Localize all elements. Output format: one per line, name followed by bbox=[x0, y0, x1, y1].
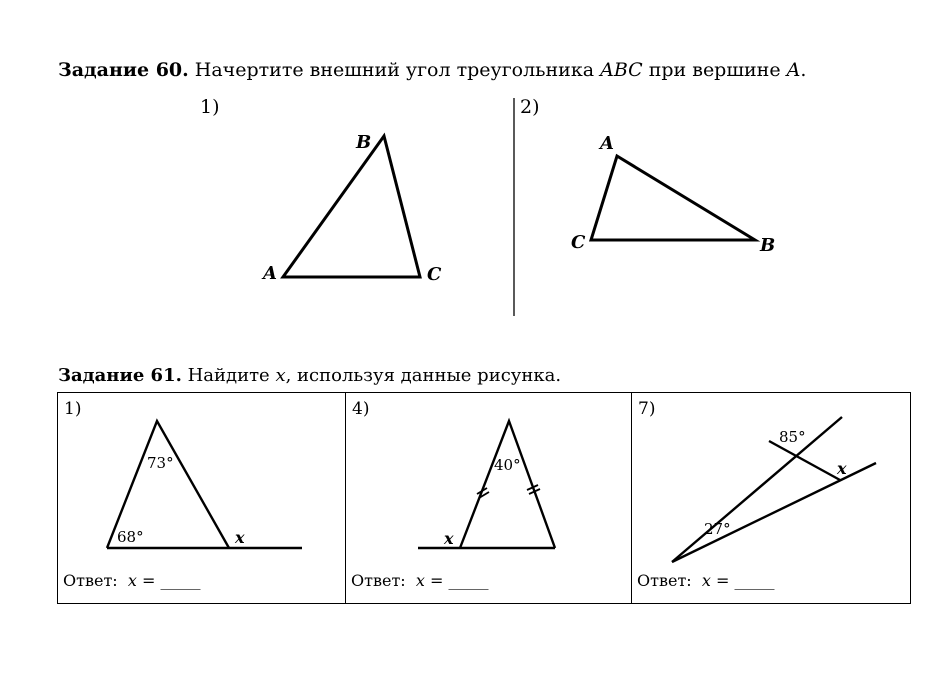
task-61-label: Задание 61. bbox=[58, 365, 182, 386]
cell-1-figure bbox=[58, 393, 345, 568]
task-61-grid bbox=[57, 392, 911, 604]
cell-4-unknown: x bbox=[444, 529, 454, 548]
cell-4-label: 4) bbox=[352, 399, 370, 419]
task-61-cell-1 bbox=[58, 393, 345, 603]
cell-7-unknown: x bbox=[837, 459, 847, 478]
cell-7-angle-base: 27° bbox=[704, 520, 731, 538]
cell-1-angle-base: 68° bbox=[117, 528, 144, 546]
task-61-cell-4 bbox=[345, 393, 631, 603]
cell-7-figure bbox=[632, 393, 911, 568]
cell-4-angle-top: 40° bbox=[494, 456, 521, 474]
task-60-part-2-label: 2) bbox=[520, 96, 540, 118]
cell-1-label: 1) bbox=[64, 399, 82, 419]
t60-1-vertex-a: A bbox=[263, 263, 277, 284]
cell-1-angle-top: 73° bbox=[147, 454, 174, 472]
t60-1-vertex-c: C bbox=[427, 264, 442, 285]
task-61-text-end: , используя данные рисунка. bbox=[285, 365, 562, 386]
cell-1-unknown: x bbox=[235, 528, 245, 547]
cell-4-figure bbox=[346, 393, 632, 568]
cell-7-answer: Ответ: x = _____ bbox=[637, 571, 775, 590]
cell-1-answer: Ответ: x = _____ bbox=[63, 571, 201, 590]
task-60-part-1-label: 1) bbox=[200, 96, 220, 118]
t60-2-vertex-a: A bbox=[600, 133, 614, 154]
task-61-text: Найдите bbox=[181, 365, 276, 386]
t60-2-vertex-c: C bbox=[571, 232, 586, 253]
task-60-vertex: A bbox=[786, 59, 801, 81]
task-60-text-middle: при вершине bbox=[642, 59, 787, 81]
task-61-variable: x bbox=[275, 365, 286, 386]
t60-1-vertex-b: B bbox=[356, 132, 372, 153]
task-60-text-end: . bbox=[800, 59, 807, 81]
task-60-triangle-1 bbox=[283, 136, 420, 277]
task-60-label: Задание 60. bbox=[58, 59, 189, 81]
task-61-cell-7 bbox=[631, 393, 910, 603]
task-60-text: Начертите внешний угол треугольника bbox=[188, 59, 601, 81]
cell-4-answer: Ответ: x = _____ bbox=[351, 571, 489, 590]
cell-7-label: 7) bbox=[638, 399, 656, 419]
task-61-title bbox=[58, 365, 561, 386]
task-60-triangle: ABC bbox=[600, 59, 643, 81]
cell-7-angle-top: 85° bbox=[779, 428, 806, 446]
t60-2-vertex-b: B bbox=[760, 235, 776, 256]
task-60-triangle-2 bbox=[591, 156, 755, 240]
